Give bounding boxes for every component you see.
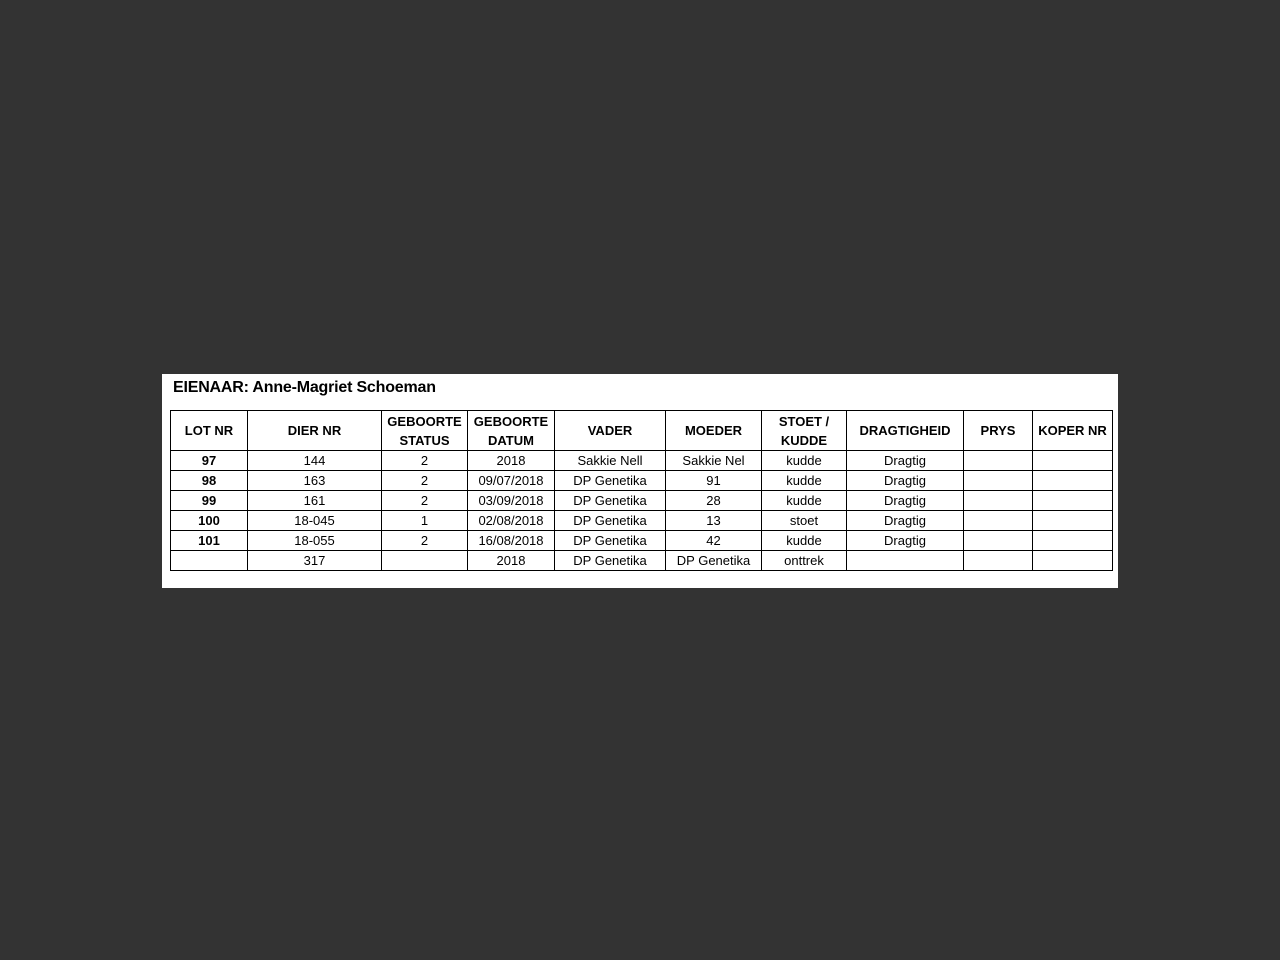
header-label-line: PRYS: [980, 423, 1016, 438]
cell-lot-nr: 101: [171, 531, 248, 551]
cell-prys: [964, 451, 1033, 471]
cell-vader: Sakkie Nell: [555, 451, 666, 471]
cell-geboorte-status: 2: [382, 531, 468, 551]
cell-vader: DP Genetika: [555, 511, 666, 531]
document-sheet: [162, 374, 1118, 588]
cell-geboorte-datum: 03/09/2018: [468, 491, 555, 511]
header-vader: [555, 411, 666, 451]
cell-stoet-kudde: onttrek: [762, 551, 847, 571]
cell-moeder: Sakkie Nel: [666, 451, 762, 471]
cell-geboorte-status: [382, 551, 468, 571]
header-label-line: GEBOORTE: [473, 413, 549, 429]
cell-stoet-kudde: kudde: [762, 531, 847, 551]
cell-geboorte-datum: 2018: [468, 451, 555, 471]
cell-moeder: 13: [666, 511, 762, 531]
cell-vader: DP Genetika: [555, 471, 666, 491]
header-label-line: GEBOORTE: [387, 413, 462, 429]
table-body: [171, 451, 1113, 571]
cell-dragtigheid: Dragtig: [847, 511, 964, 531]
table-row: [171, 471, 1113, 491]
header-label-line: VADER: [587, 423, 633, 438]
cell-geboorte-status: 2: [382, 451, 468, 471]
header-label-line: KUDDE: [780, 432, 828, 448]
cell-stoet-kudde: kudde: [762, 451, 847, 471]
cell-koper-nr: [1033, 451, 1113, 471]
cell-koper-nr: [1033, 551, 1113, 571]
cell-dier-nr: 18-045: [248, 511, 382, 531]
header-lot-nr: [171, 411, 248, 451]
cell-dier-nr: 317: [248, 551, 382, 571]
table-header-row: [171, 411, 1113, 451]
lot-table: [170, 410, 1113, 571]
cell-koper-nr: [1033, 471, 1113, 491]
cell-lot-nr: 97: [171, 451, 248, 471]
cell-lot-nr: [171, 551, 248, 571]
table-row: [171, 491, 1113, 511]
header-label-line: MOEDER: [684, 423, 743, 438]
cell-geboorte-datum: 09/07/2018: [468, 471, 555, 491]
cell-moeder: DP Genetika: [666, 551, 762, 571]
cell-moeder: 91: [666, 471, 762, 491]
cell-lot-nr: 100: [171, 511, 248, 531]
header-stoet-kudde: [762, 411, 847, 451]
header-moeder: [666, 411, 762, 451]
cell-koper-nr: [1033, 511, 1113, 531]
cell-moeder: 42: [666, 531, 762, 551]
cell-geboorte-datum: 2018: [468, 551, 555, 571]
cell-prys: [964, 471, 1033, 491]
cell-koper-nr: [1033, 531, 1113, 551]
cell-geboorte-status: 2: [382, 471, 468, 491]
cell-lot-nr: 99: [171, 491, 248, 511]
header-prys: [964, 411, 1033, 451]
header-label-line: STATUS: [399, 432, 450, 448]
header-label-line: KOPER NR: [1038, 423, 1107, 438]
header-label-line: LOT NR: [184, 423, 234, 438]
cell-geboorte-datum: 16/08/2018: [468, 531, 555, 551]
cell-dragtigheid: Dragtig: [847, 471, 964, 491]
header-geboorte-status: [382, 411, 468, 451]
cell-dragtigheid: Dragtig: [847, 451, 964, 471]
cell-dier-nr: 163: [248, 471, 382, 491]
cell-prys: [964, 511, 1033, 531]
cell-prys: [964, 551, 1033, 571]
header-dier-nr: [248, 411, 382, 451]
header-geboorte-datum: [468, 411, 555, 451]
cell-dragtigheid: Dragtig: [847, 491, 964, 511]
cell-geboorte-status: 1: [382, 511, 468, 531]
cell-prys: [964, 491, 1033, 511]
cell-vader: DP Genetika: [555, 551, 666, 571]
header-label-line: STOET /: [778, 413, 830, 429]
header-koper-nr: [1033, 411, 1113, 451]
cell-geboorte-datum: 02/08/2018: [468, 511, 555, 531]
table-row: [171, 511, 1113, 531]
cell-vader: DP Genetika: [555, 531, 666, 551]
cell-vader: DP Genetika: [555, 491, 666, 511]
cell-dier-nr: 18-055: [248, 531, 382, 551]
cell-dragtigheid: [847, 551, 964, 571]
table-row: [171, 551, 1113, 571]
cell-moeder: 28: [666, 491, 762, 511]
owner-title: EIENAAR: Anne-Magriet Schoeman: [173, 379, 436, 396]
cell-geboorte-status: 2: [382, 491, 468, 511]
cell-dier-nr: 144: [248, 451, 382, 471]
header-label-line: DATUM: [488, 432, 534, 448]
header-label-line: DIER NR: [287, 423, 342, 438]
cell-stoet-kudde: kudde: [762, 471, 847, 491]
table-row: [171, 451, 1113, 471]
cell-koper-nr: [1033, 491, 1113, 511]
table-row: [171, 531, 1113, 551]
cell-lot-nr: 98: [171, 471, 248, 491]
cell-stoet-kudde: kudde: [762, 491, 847, 511]
cell-stoet-kudde: stoet: [762, 511, 847, 531]
header-label-line: DRAGTIGHEID: [859, 423, 951, 438]
cell-dragtigheid: Dragtig: [847, 531, 964, 551]
cell-dier-nr: 161: [248, 491, 382, 511]
header-dragtigheid: [847, 411, 964, 451]
cell-prys: [964, 531, 1033, 551]
